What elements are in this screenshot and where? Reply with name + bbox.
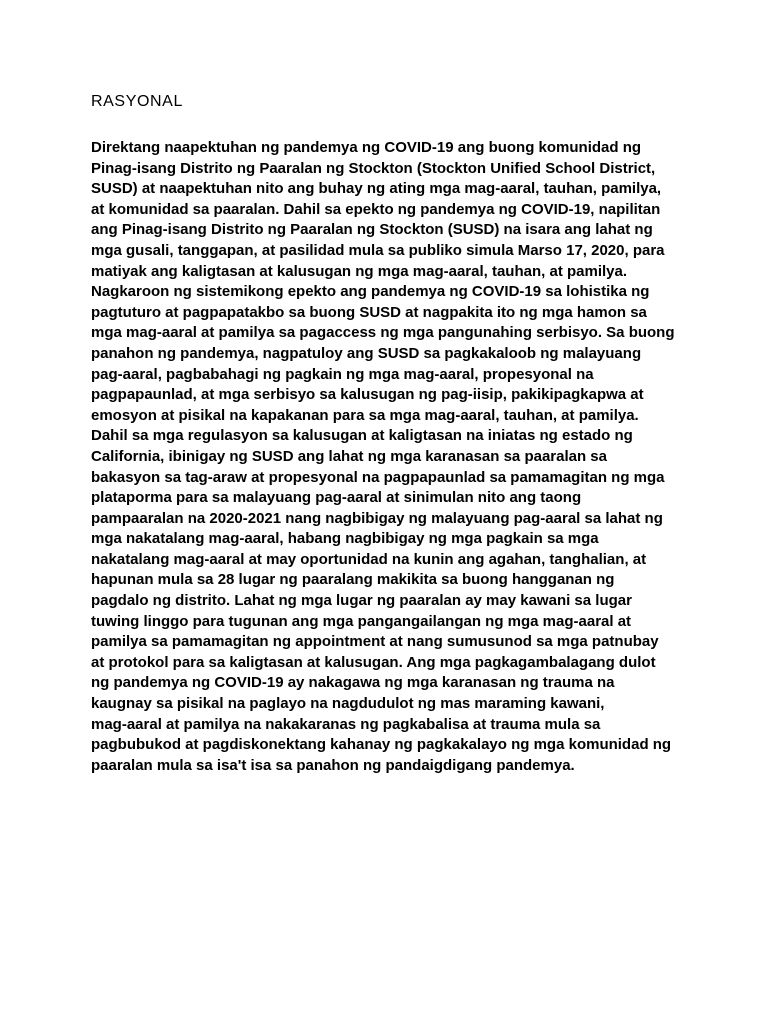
- body-line: SUSD) at naapektuhan nito ang buhay ng ating mga mag-aaral, tauhan, pamilya,: [91, 180, 662, 198]
- body-line: pag-aaral, pagbabahagi ng pagkain ng mga mag-aaral, propesyonal na: [91, 365, 594, 383]
- body-line: pampaaralan na 2020-2021 nang nagbibigay ng malayuang pag-aaral sa lahat ng: [91, 509, 663, 527]
- body-line: emosyon at pisikal na kapakanan para sa mga mag-aaral, tauhan, at pamilya.: [91, 406, 639, 424]
- body-line: Direktang naapektuhan ng pandemya ng COVID-19 ang buong komunidad ng: [91, 139, 642, 156]
- body-line: at protokol para sa kaligtasan at kalusugan. Ang mga pagkagambalagang dulot: [91, 653, 656, 671]
- document-heading: RASYONAL: [91, 93, 183, 110]
- body-line: mga gusali, tanggapan, at pasilidad mula sa publiko simula Marso 17, 2020, para: [91, 241, 665, 259]
- body-line: bakasyon sa tag-araw at propesyonal na pagpapaunlad sa pamamagitan ng mga: [91, 468, 665, 486]
- body-line: pagtuturo at pagpapatakbo sa buong SUSD at nagpakita ito ng mga hamon sa: [91, 303, 647, 321]
- body-line: mag-aaral at pamilya na nakakaranas ng pagkabalisa at trauma mula sa: [91, 715, 601, 733]
- body-line: mga nakatalang mag-aaral, habang nagbibigay ng mga pagkain sa mga: [91, 530, 599, 548]
- body-line: Nagkaroon ng sistemikong epekto ang pandemya ng COVID-19 sa lohistika ng: [91, 283, 650, 301]
- body-line: pagbubukod at pagdiskonektang kahanay ng pagkakalayo ng mga komunidad ng: [91, 736, 672, 754]
- body-line: California, ibinigay ng SUSD ang lahat ng mga karanasan sa paaralan sa: [91, 447, 607, 465]
- body-line: Dahil sa mga regulasyon sa kalusugan at kaligtasan na iniatas ng estado ng: [91, 427, 633, 445]
- body-line: panahon ng pandemya, nagpatuloy ang SUSD sa pagkakaloob ng malayuang: [91, 344, 642, 362]
- document-body: [91, 138, 691, 776]
- body-line: pamilya sa pamamagitan ng appointment at nang sumusunod sa mga patnubay: [91, 633, 659, 651]
- body-line: at komunidad sa paaralan. Dahil sa epekto ng pandemya ng COVID-19, napilitan: [91, 200, 661, 218]
- body-line: tuwing linggo para tugunan ang mga pangangailangan ng mga mag-aaral at: [91, 612, 632, 630]
- body-line: ng pandemya ng COVID-19 ay nakagawa ng mga karanasan ng trauma na: [91, 674, 615, 692]
- body-line: matiyak ang kaligtasan at kalusugan ng mga mag-aaral, tauhan, at pamilya.: [91, 262, 628, 280]
- body-line: mga mag-aaral at pamilya sa pagaccess ng mga pangunahing serbisyo. Sa buong: [91, 324, 675, 342]
- body-line: hapunan mula sa 28 lugar ng paaralang makikita sa buong hangganan ng: [91, 571, 615, 589]
- body-line: kaugnay sa pisikal na paglayo na nagdudulot ng mas maraming kawani,: [91, 695, 605, 713]
- body-line: pagpapaunlad, at mga serbisyo sa kalusugan ng pag-iisip, pakikipagkapwa at: [91, 386, 644, 404]
- body-line: nakatalang mag-aaral at may oportunidad na kunin ang agahan, tanghalian, at: [91, 550, 647, 568]
- body-line: Pinag-isang Distrito ng Paaralan ng Stockton (Stockton Unified School District,: [91, 159, 656, 177]
- body-line: plataporma para sa malayuang pag-aaral at sinimulan nito ang taong: [91, 489, 582, 507]
- body-line: pagdalo ng distrito. Lahat ng mga lugar ng paaralan ay may kawani sa lugar: [91, 592, 632, 610]
- body-line: paaralan mula sa isa't isa sa panahon ng pandaigdigang pandemya.: [91, 756, 575, 774]
- body-line: ang Pinag-isang Distrito ng Paaralan ng Stockton (SUSD) na isara ang lahat ng: [91, 221, 653, 239]
